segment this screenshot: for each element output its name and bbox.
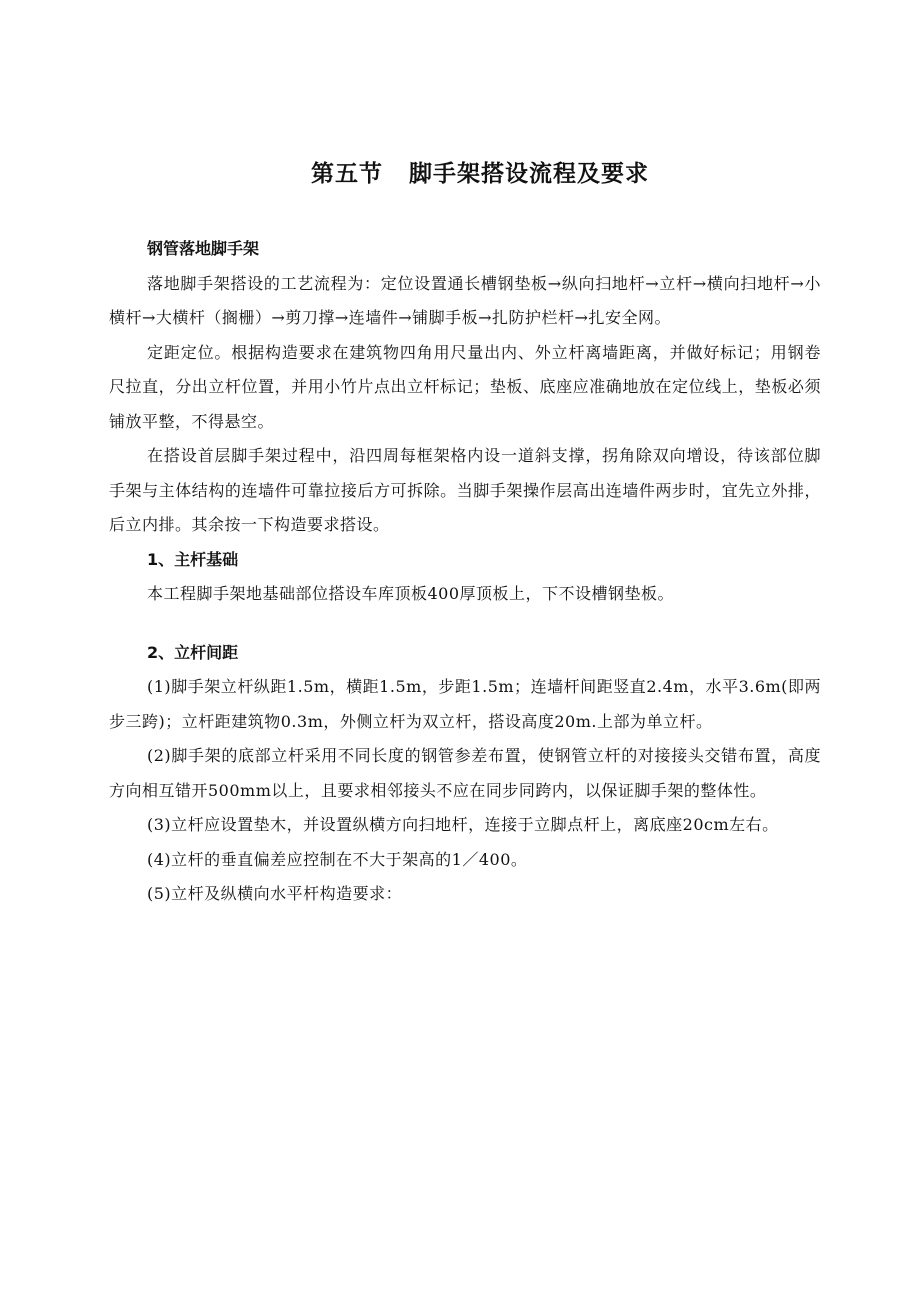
item2-point-4: (4)立杆的垂直偏差应控制在不大于架高的1／400。 [147,849,528,869]
item2-heading: 2、立杆间距 [147,642,239,662]
item2-point-5: (5)立杆及纵横向水平杆构造要求： [147,884,403,903]
section-spacer [109,612,821,636]
item2-point-3: (3)立杆应设置垫木，并设置纵横方向扫地杆，连接于立脚点杆上，离底座20cm左右。 [147,815,779,834]
subheading-steel-scaffold: 钢管落地脚手架 [147,239,260,258]
section-title-text: 脚手架搭设流程及要求 [409,161,649,187]
paragraph-process-flow: 落地脚手架搭设的工艺流程为：定位设置通长槽钢垫板→纵向扫地杆→立杆→横向扫地杆→小横杆→大横杆（搁栅）→剪刀撑→连墙件→铺脚手板→扎防护栏杆→扎安全网。 [109,273,821,327]
item1-text: 本工程脚手架地基础部位搭设车库顶板400厚顶板上，下不设槽钢垫板。 [147,584,675,603]
item1-heading: 1、主杆基础 [147,549,239,569]
item2-point-2: (2)脚手架的底部立杆采用不同长度的钢管参差布置，使钢管立杆的对接接头交错布置，高度方向相互错开500mm以上，且要求相邻接头不应在同步同跨内，以保证脚手架的整体性。 [109,746,821,800]
document-body [109,232,821,912]
paragraph-first-floor: 在搭设首层脚手架过程中，沿四周每框架格内设一道斜支撑，拐角除双向增设，待该部位脚手架与主体结构的连墙件可靠拉接后方可拆除。当脚手架操作层高出连墙件两步时，宜先立外排，后立内排。其余按一下构造要求搭设。 [109,446,821,534]
paragraph-positioning: 定距定位。根据构造要求在建筑物四角用尺量出内、外立杆离墙距离，并做好标记；用钢卷尺拉直，分出立杆位置，并用小竹片点出立杆标记；垫板、底座应准确地放在定位线上，垫板必须铺放平整，不得悬空。 [109,342,821,431]
section-title [0,155,920,188]
item2-point-1: (1)脚手架立杆纵距1.5m，横距1.5m，步距1.5m；连墙杆间距竖直2.4m，水平3.6m(即两步三跨)；立杆距建筑物0.3m，外侧立杆为双立杆，搭设高度20m.上部为单立杆。 [109,677,821,731]
section-number: 第五节 [311,161,383,187]
